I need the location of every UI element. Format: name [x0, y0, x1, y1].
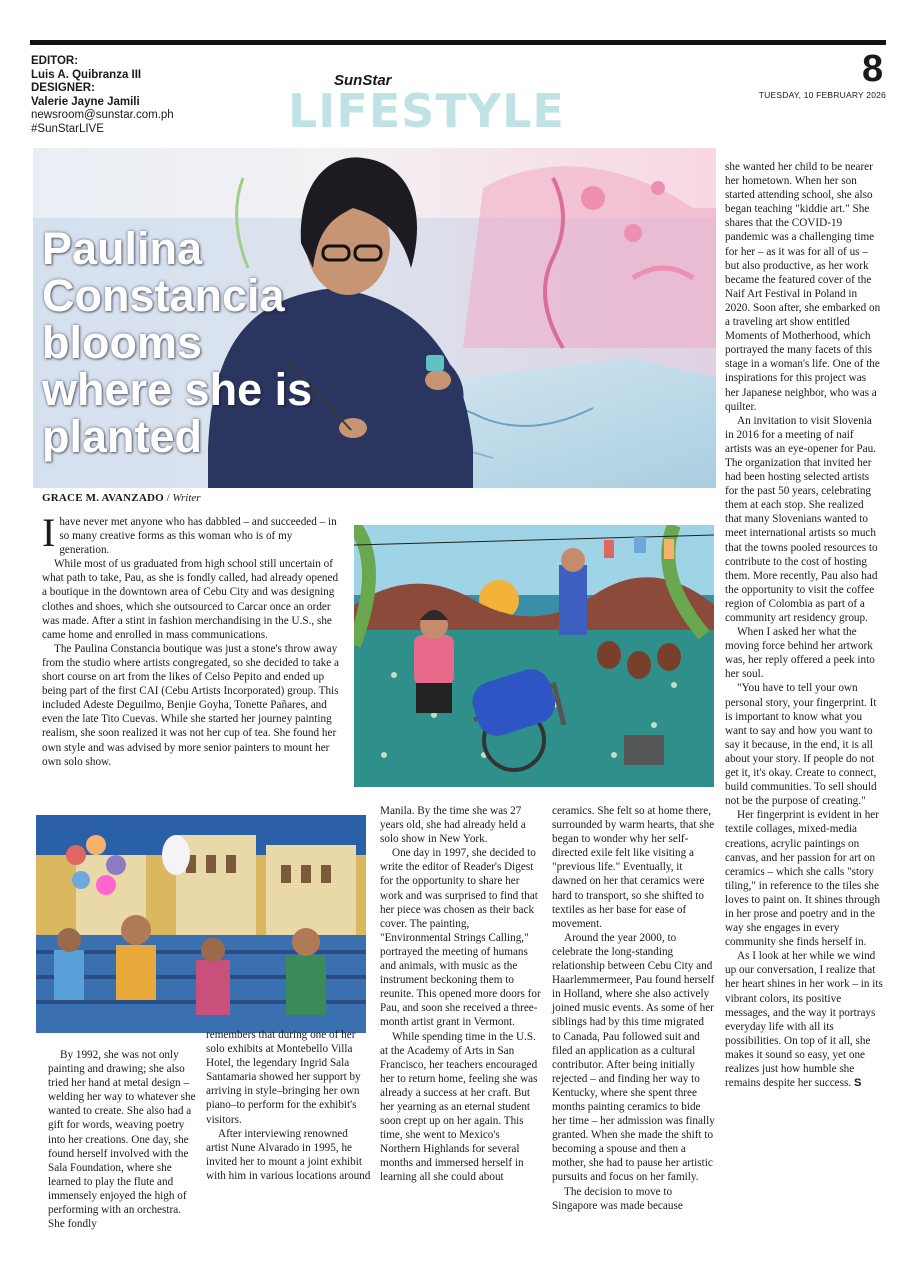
intro-paragraph-3: The Paulina Constancia boutique was just a stone's throw away from the studio where artists congregated, so she decided to take a short course on art from the likes of Celso Pepito and ended up being part of the first CAI (Cebu Artists Incorporated) group. This included Adeste Deguilmo, Benjie Goyha, Tonette Pañares, and even the late Tito Cuevas. While she started her journey painting realism, she soon realized it was not her cup of tea. She found her own style and was advised by more senior painters to mount her own solo show.	[42, 642, 339, 768]
bicycle-painting	[354, 525, 714, 787]
designer-name: Valerie Jayne Jamili	[31, 95, 140, 108]
top-rule	[30, 40, 886, 45]
article-headline: Paulina Constancia blooms where she is planted	[42, 223, 313, 462]
author-role: Writer	[172, 492, 201, 504]
col4-paragraph-3: The decision to move to Singapore was made because	[552, 1185, 683, 1212]
right-paragraph-1: she wanted her child to be nearer her hometown. When her son started attending school, she also began teaching "kiddie art." She shares that the COVID-19 pandemic was a challenging time for her – as it was for all of us – but also productive, as her work became the featured cover of the Naif Art Festival in Poland in 2020. Soon after, she embarked on a traveling art show entitled Moments of Motherhood, which portrayed the many facets of this stage in a woman's life. One of the inspirations for this project was her Japanese neighbor, who was a quilter.	[725, 161, 881, 413]
column-4	[552, 804, 715, 1213]
right-column	[725, 160, 883, 1090]
col4-paragraph-1: ceramics. She felt so at home there, surrounded by warm hearts, that she began to wonder why her self-directed exile felt like visiting a "previous life." Eventually, it dawned on her that ceramics were hard to transport, so she shifted to textiles as her base for ease of movement.	[552, 805, 715, 930]
col2-paragraph-1: remembers that during one of her solo exhibits at Montebello Villa Hotel, the legendary Ingrid Sala Santamaria showed her support by arriving in style–bringing her own piano–to perform for the exhibit's visitors.	[206, 1029, 361, 1126]
col2-paragraph-2: After interviewing renowned artist Nune Alvarado in 1995, he invited her to mount a joint exhibit with him in various locations around	[206, 1127, 371, 1182]
section-title: LIFESTYLE	[288, 84, 565, 138]
intro-column	[42, 510, 340, 769]
right-paragraph-5: Her fingerprint is evident in her textile collages, mixed-media creations, acrylic paintings on canvas, and her passion for art on ceramics – which she calls "story tiling," in reference to the tiles she loves to paint on. It shines through in her prose and poetry and in the way she engages in every community she finds herself in.	[725, 809, 881, 949]
email-link[interactable]: newsroom@sunstar.com.ph	[31, 109, 174, 122]
col3-paragraph-3: While spending time in the U.S. at the Academy of Arts in San Francisco, her teachers encouraged her to return home, feeling she was already a success at her craft. But her yearning as an eternal student soon crept up on her again. This time, she went to Mexico's Northern Highlands for several months and immersed herself in learning all she could about	[380, 1030, 538, 1184]
right-paragraph-4: "You have to tell your own personal story, your fingerprint. It is important to know what you want to say and how you want to say it because, in the end, it is all about your story. If people do not get it, it's okay. Create to connect, build communities. To sell should not be the purpose of creating."	[725, 682, 877, 808]
col4-paragraph-2: Around the year 2000, to celebrate the long-standing relationship between Cebu City and Haarlemmermeer, Pau found herself in Holland, where she also actively joined music events. As some of her siblings had by this time migrated to Canada, Pau followed suit and filed an application as a cultural contributor. After being initially rejected – and finding her way to Kentucky, where she spent three months painting ceramics to bide her time – her admission was finally granted. When she made the shift to becoming a spouse and then a mother, she had to pause her artistic pursuits and focus on her family.	[552, 931, 715, 1184]
right-paragraph-6	[725, 949, 883, 1090]
col3-paragraph-1: Manila. By the time she was 27 years old, she had already held a solo show in New York.	[380, 805, 526, 846]
col1-paragraph-1: By 1992, she was not only painting and drawing; she also tried her hand at metal design – welding her way to whatever she wanted to create. She also had a gift for words, weaving poetry into her creations. One day, she found herself involved with the Sala Foundation, where she learned to play the flute and immensely enjoyed the high of performing with an orchestra. She fondly	[48, 1049, 196, 1231]
page-number: 8	[862, 48, 884, 90]
issue-date: TUESDAY, 10 FEBRUARY 2026	[758, 90, 886, 100]
designer-label: DESIGNER:	[31, 82, 95, 95]
city-crowd-painting	[36, 815, 366, 1033]
drop-cap: I	[42, 510, 56, 555]
intro-paragraph-2: While most of us graduated from high school still uncertain of what path to take, Pau, as she is fondly called, had already opened a boutique in the downtown area of Cebu City and was designing clothes and shoes, which she outsourced to Carcar once an order was made. After a stint in fashion merchandising in the U.S., she came home and enrolled in mass communications.	[42, 558, 339, 641]
hashtag: #SunStarLIVE	[31, 122, 104, 135]
author-name: GRACE M. AVANZADO	[42, 492, 164, 504]
editor-name: Luis A. Quibranza III	[31, 68, 142, 81]
intro-text-1: have never met anyone who has dabbled – and succeeded – in so many creative forms as this woman who is of my generation.	[59, 516, 337, 557]
brand-logo: SunStar	[334, 72, 392, 89]
byline: GRACE M. AVANZADO / Writer	[42, 492, 201, 504]
staff-box	[31, 55, 221, 137]
col3-paragraph-2: One day in 1997, she decided to write the editor of Reader's Digest for the opportunity to share her work and was surprised to find that her piece was chosen as their back cover. The painting, "Environmental Strings Calling," portrayed the meeting of humans and animals, with music as the instrument beckoning them to reunite. This opened more doors for Pau, and soon she received a three-month artist grant in Vermont.	[380, 847, 541, 1029]
closing-text: As I look at her while we wind up our conversation, I realize that her heart shines in her work – in its vibrant colors, its positive messages, and the way it portrays everyday life with all its possibilities. On top of it all, she makes it sound so easy, yet one realizes just how humble she remains despite her success.	[725, 950, 883, 1090]
column-2	[206, 1028, 371, 1183]
editor-label: EDITOR:	[31, 55, 79, 67]
intro-paragraph-1	[42, 510, 340, 557]
column-1	[48, 1048, 198, 1231]
end-mark: S	[853, 1077, 862, 1090]
column-3	[380, 804, 542, 1185]
right-paragraph-3: When I asked her what the moving force behind her artwork was, her reply offered a peek into her soul.	[725, 626, 875, 681]
right-paragraph-2: An invitation to visit Slovenia in 2016 for a meeting of naif artists was an eye-opener for Pau. The organization that invited her had been hosting selected artists for the past 50 years, celebrating them at each stop. She realized that many Slovenians wanted to meet international artists so much that the towns pooled resources to contribute to the cost of hosting them. More recently, Pau also had the opportunity to visit the coffee region of Colombia as part of a community art residency group.	[725, 414, 878, 624]
